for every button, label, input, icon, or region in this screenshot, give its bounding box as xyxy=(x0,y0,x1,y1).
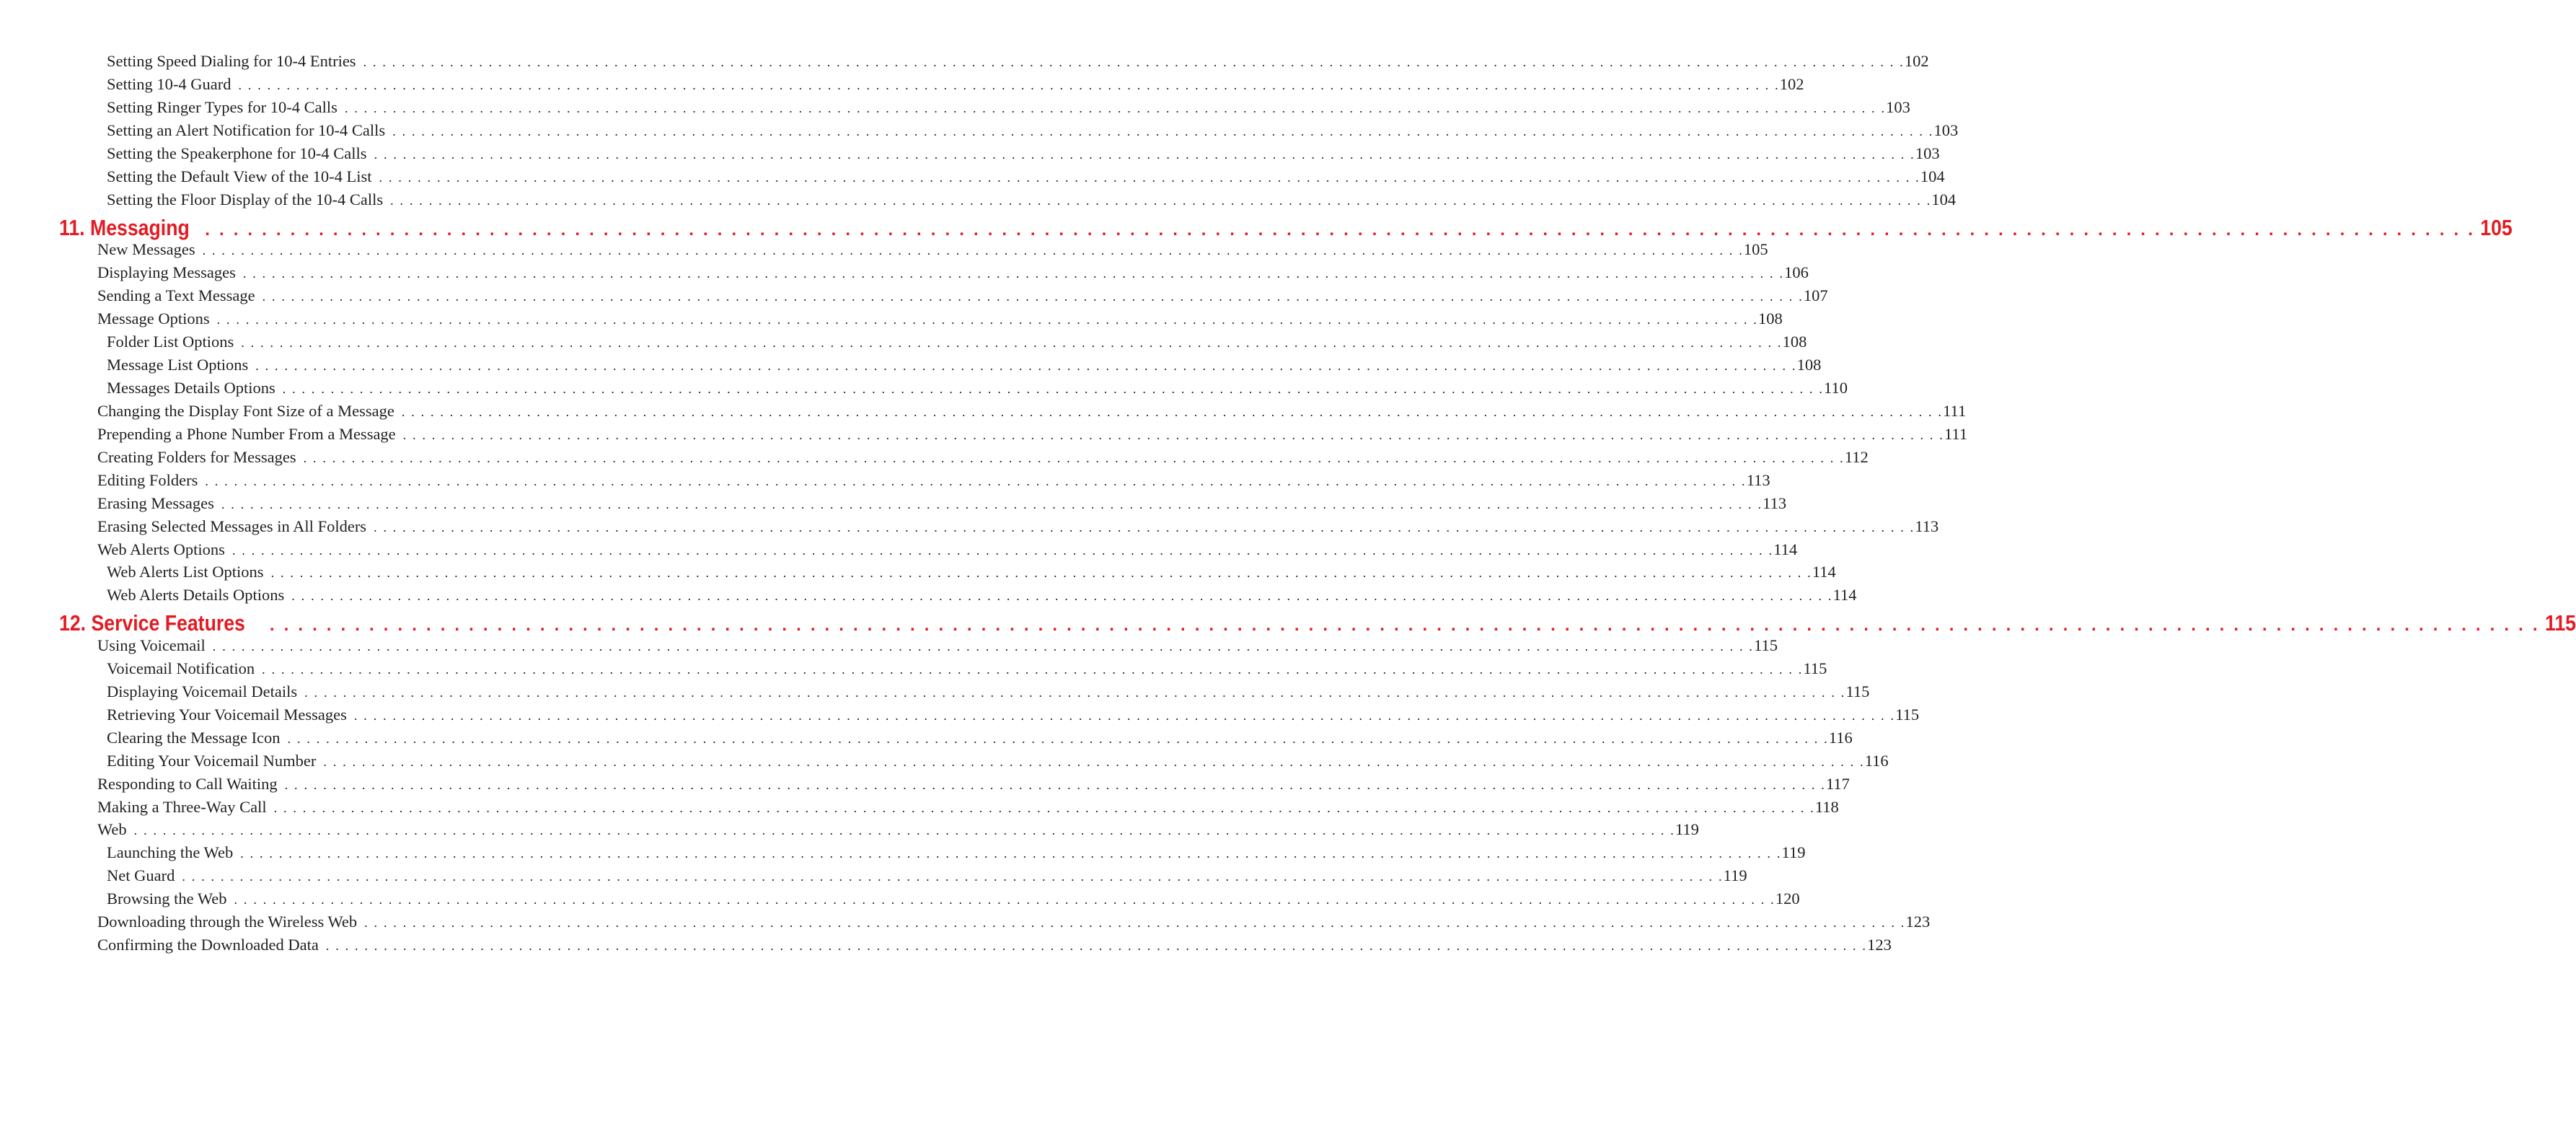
toc-entry[interactable] xyxy=(107,586,1857,605)
toc-entry-page-number: 103 xyxy=(1933,120,1959,139)
toc-entry[interactable] xyxy=(107,167,1945,186)
toc-entry[interactable] xyxy=(97,240,1768,259)
toc-entry-title: Sending a Text Message xyxy=(97,286,255,305)
dot-leader: . . . . . . . . . . . . . . . . . . . . . . . . . . . . . . . . . . . . . . . . . . . . . . . . . . . . . . . . . . . . . . . . . . . . . . . . . . . . . . . . . . . . . . . . . . . . . . . . . . . . . . . . . . . . . . . . . . . . . . . . . . . . . . . . . . . . . . . . . . . . . . . . . . . . . . . . . . . . . . . . xyxy=(182,869,1724,884)
toc-entry-page-number: 123 xyxy=(1905,913,1931,931)
toc-entry-page-number: 120 xyxy=(1775,889,1800,908)
dot-leader: . . . . . . . . . . . . . . . . . . . . . . . . . . . . . . . . . . . . . . . . . . . . . . . . . . . . . . . . . . . . . . . . . . . . . . . . . . . . . . . . . . . . . . . . . . . . . . . . . . . . . . . . . . . . . . . . . . . . . . . . . . . . . . . . . . . . . . . . . . . . . . . . . . . . . . . . . . . . . . . . xyxy=(344,100,1887,115)
toc-entry-page-number: 108 xyxy=(1782,332,1807,351)
toc-entry-page-number: 102 xyxy=(1779,74,1804,93)
toc-entry-page-number: 119 xyxy=(1723,866,1747,885)
dot-leader: . . . . . . . . . . . . . . . . . . . . . . . . . . . . . . . . . . . . . . . . . . . . . . . . . . . . . . . . . . . . . . . . . . . . . . . . . . . . . . . . . . . . . . . . . . . . . . . . . . . . . . . . . . . . . . . . . . . . . . . . . . . . . . . . . . . . . . . . . . . . . . . . . . . . . . . . . . . . . . . . xyxy=(133,823,1675,838)
dot-leader: . . . . . . . . . . . . . . . . . . . . . . . . . . . . . . . . . . . . . . . . . . . . . . . . . . . . . . . . . . . . . . . . . . . . . . . . . . . . . . . . . . . . . . . . . . . . . . . . . . . . . . . . . . . . . . . . . . . . . . . . . . . . . . . . . . . . . . . . . . . . . . . . . . . . . . . . . . . . . . . . xyxy=(284,777,1826,792)
toc-entry-page-number: 103 xyxy=(1886,97,1910,116)
toc-entry[interactable] xyxy=(107,843,1806,862)
dot-leader: . . . . . . . . . . . . . . . . . . . . . . . . . . . . . . . . . . . . . . . . . . . . . . . . . . . . . . . . . . . . . . . . . . . . . . . . . . . . . . . . . . . . . . . . . . . . . . . . . . . . . . . . . . . . . . . . . . . . . . . . . . . . . . . . . . . . . . . . . . . . . . . . . . . . . . . . . . . . . . . . xyxy=(205,219,2476,239)
toc-entry[interactable] xyxy=(97,401,1967,421)
toc-entry[interactable] xyxy=(97,913,1931,931)
dot-leader: . . . . . . . . . . . . . . . . . . . . . . . . . . . . . . . . . . . . . . . . . . . . . . . . . . . . . . . . . . . . . . . . . . . . . . . . . . . . . . . . . . . . . . . . . . . . . . . . . . . . . . . . . . . . . . . . . . . . . . . . . . . . . . . . . . . . . . . . . . . . . . . . . . . . . . . . . . . . . . . . xyxy=(287,731,1829,746)
toc-entry[interactable] xyxy=(107,659,1827,678)
dot-leader: . . . . . . . . . . . . . . . . . . . . . . . . . . . . . . . . . . . . . . . . . . . . . . . . . . . . . . . . . . . . . . . . . . . . . . . . . . . . . . . . . . . . . . . . . . . . . . . . . . . . . . . . . . . . . . . . . . . . . . . . . . . . . . . . . . . . . . . . . . . . . . . . . . . . . . . . . . . . . . . . xyxy=(273,800,1815,815)
toc-entry-page-number: 118 xyxy=(1814,797,1839,816)
toc-entry[interactable] xyxy=(107,751,1889,770)
toc-entry[interactable] xyxy=(97,774,1850,794)
toc-entry-title: Changing the Display Font Size of a Message xyxy=(97,401,394,420)
toc-entry-title: Editing Folders xyxy=(97,470,198,489)
toc-entry-page-number: 115 xyxy=(1895,705,1920,724)
toc-entry-title: Setting the Floor Display of the 10-4 Calls xyxy=(107,190,384,208)
toc-entry-title: Voicemail Notification xyxy=(107,659,255,677)
toc-entry-title: Erasing Selected Messages in All Folders xyxy=(97,517,367,535)
toc-entry-page-number: 104 xyxy=(1931,190,1957,208)
toc-entry-page-number: 119 xyxy=(1675,820,1699,839)
toc-entry-title: Displaying Voicemail Details xyxy=(107,682,298,700)
dot-leader: . . . . . . . . . . . . . . . . . . . . . . . . . . . . . . . . . . . . . . . . . . . . . . . . . . . . . . . . . . . . . . . . . . . . . . . . . . . . . . . . . . . . . . . . . . . . . . . . . . . . . . . . . . . . . . . . . . . . . . . . . . . . . . . . . . . . . . . . . . . . . . . . . . . . . . . . . . . . . . . . xyxy=(205,473,1747,488)
toc-entry[interactable] xyxy=(97,470,1770,490)
toc-entry-title: Web Alerts Options xyxy=(97,540,225,558)
toc-entry[interactable] xyxy=(97,309,1783,328)
toc-entry-page-number: 112 xyxy=(1844,447,1869,466)
toc-entry-page-number: 105 xyxy=(1743,240,1768,259)
dot-leader: . . . . . . . . . . . . . . . . . . . . . . . . . . . . . . . . . . . . . . . . . . . . . . . . . . . . . . . . . . . . . . . . . . . . . . . . . . . . . . . . . . . . . . . . . . . . . . . . . . . . . . . . . . . . . . . . . . . . . . . . . . . . . . . . . . . . . . . . . . . . . . . . . . . . . . . . . . . . . . . . xyxy=(291,589,1833,604)
toc-entry[interactable] xyxy=(97,540,1798,559)
dot-leader: . . . . . . . . . . . . . . . . . . . . . . . . . . . . . . . . . . . . . . . . . . . . . . . . . . . . . . . . . . . . . . . . . . . . . . . . . . . . . . . . . . . . . . . . . . . . . . . . . . . . . . . . . . . . . . . . . . . . . . . . . . . . . . . . . . . . . . . . . . . . . . . . . . . . . . . . . . . . . . . . xyxy=(390,193,1932,208)
toc-entry-page-number: 104 xyxy=(1920,167,1945,185)
toc-entry-page-number: 107 xyxy=(1803,286,1828,305)
toc-entry-title: Messages Details Options xyxy=(107,378,275,397)
toc-entry[interactable] xyxy=(97,493,1787,513)
toc-entry-page-number: 111 xyxy=(1944,424,1968,443)
toc-entry-title: Browsing the Web xyxy=(107,889,227,908)
toc-entry-page-number: 115 xyxy=(1845,682,1870,700)
toc-entry-page-number: 116 xyxy=(1828,728,1853,747)
dot-leader: . . . . . . . . . . . . . . . . . . . . . . . . . . . . . . . . . . . . . . . . . . . . . . . . . . . . . . . . . . . . . . . . . . . . . . . . . . . . . . . . . . . . . . . . . . . . . . . . . . . . . . . . . . . . . . . . . . . . . . . . . . . . . . . . . . . . . . . . . . . . . . . . . . . . . . . . . . . . . . . . xyxy=(364,915,1906,931)
toc-entry-page-number: 113 xyxy=(1915,517,1939,535)
toc-entry-title: Message List Options xyxy=(107,355,249,374)
dot-leader: . . . . . . . . . . . . . . . . . . . . . . . . . . . . . . . . . . . . . . . . . . . . . . . . . . . . . . . . . . . . . . . . . . . . . . . . . . . . . . . . . . . . . . . . . . . . . . . . . . . . . . . . . . . . . . . . . . . . . . . . . . . . . . . . . . . . . . . . . . . . . . . . . . . . . . . . . . . . . . . . xyxy=(303,450,1845,465)
dot-leader: . . . . . . . . . . . . . . . . . . . . . . . . . . . . . . . . . . . . . . . . . . . . . . . . . . . . . . . . . . . . . . . . . . . . . . . . . . . . . . . . . . . . . . . . . . . . . . . . . . . . . . . . . . . . . . . . . . . . . . . . . . . . . . . . . . . . . . . . . . . . . . . . . . . . . . . . . . . . . . . . xyxy=(231,542,1774,558)
chapter-heading-title: 11. Messaging xyxy=(59,214,190,240)
toc-entry-page-number: 103 xyxy=(1915,144,1940,162)
toc-entry[interactable] xyxy=(97,517,1939,536)
dot-leader: . . . . . . . . . . . . . . . . . . . . . . . . . . . . . . . . . . . . . . . . . . . . . . . . . . . . . . . . . . . . . . . . . . . . . . . . . . . . . . . . . . . . . . . . . . . . . . . . . . . . . . . . . . . . . . . . . . . . . . . . . . . . . . . . . . . . . . . . . . . . . . . . . . . . . . . . . . . . . . . . xyxy=(269,615,2540,636)
toc-entry[interactable] xyxy=(107,355,1822,374)
toc-entry-title: Displaying Messages xyxy=(97,263,236,282)
dot-leader: . . . . . . . . . . . . . . . . . . . . . . . . . . . . . . . . . . . . . . . . . . . . . . . . . . . . . . . . . . . . . . . . . . . . . . . . . . . . . . . . . . . . . . . . . . . . . . . . . . . . . . . . . . . . . . . . . . . . . . . . . . . . . . . . . . . . . . . . . . . . . . . . . . . . . . . . . . . . . . . . xyxy=(262,289,1804,304)
toc-entry-title: Erasing Messages xyxy=(97,493,214,512)
dot-leader: . . . . . . . . . . . . . . . . . . . . . . . . . . . . . . . . . . . . . . . . . . . . . . . . . . . . . . . . . . . . . . . . . . . . . . . . . . . . . . . . . . . . . . . . . . . . . . . . . . . . . . . . . . . . . . . . . . . . . . . . . . . . . . . . . . . . . . . . . . . . . . . . . . . . . . . . . . . . . . . . xyxy=(379,170,1920,185)
toc-entry-page-number: 113 xyxy=(1746,470,1770,489)
dot-leader: . . . . . . . . . . . . . . . . . . . . . . . . . . . . . . . . . . . . . . . . . . . . . . . . . . . . . . . . . . . . . . . . . . . . . . . . . . . . . . . . . . . . . . . . . . . . . . . . . . . . . . . . . . . . . . . . . . . . . . . . . . . . . . . . . . . . . . . . . . . . . . . . . . . . . . . . . . . . . . . . xyxy=(270,566,1812,581)
toc-entry-title: Editing Your Voicemail Number xyxy=(107,751,317,770)
dot-leader: . . . . . . . . . . . . . . . . . . . . . . . . . . . . . . . . . . . . . . . . . . . . . . . . . . . . . . . . . . . . . . . . . . . . . . . . . . . . . . . . . . . . . . . . . . . . . . . . . . . . . . . . . . . . . . . . . . . . . . . . . . . . . . . . . . . . . . . . . . . . . . . . . . . . . . . . . . . . . . . . xyxy=(212,638,1755,654)
dot-leader: . . . . . . . . . . . . . . . . . . . . . . . . . . . . . . . . . . . . . . . . . . . . . . . . . . . . . . . . . . . . . . . . . . . . . . . . . . . . . . . . . . . . . . . . . . . . . . . . . . . . . . . . . . . . . . . . . . . . . . . . . . . . . . . . . . . . . . . . . . . . . . . . . . . . . . . . . . . . . . . . xyxy=(401,404,1944,419)
toc-entry-title: Making a Three-Way Call xyxy=(97,797,267,816)
toc-entry-page-number: 110 xyxy=(1824,378,1848,397)
toc-entry-title: Setting Speed Dialing for 10-4 Entries xyxy=(107,52,356,70)
toc-entry-page-number: 114 xyxy=(1773,540,1798,558)
toc-entry-page-number: 102 xyxy=(1904,52,1929,70)
toc-entry-page-number: 108 xyxy=(1796,355,1822,374)
dot-leader: . . . . . . . . . . . . . . . . . . . . . . . . . . . . . . . . . . . . . . . . . . . . . . . . . . . . . . . . . . . . . . . . . . . . . . . . . . . . . . . . . . . . . . . . . . . . . . . . . . . . . . . . . . . . . . . . . . . . . . . . . . . . . . . . . . . . . . . . . . . . . . . . . . . . . . . . . . . . . . . . xyxy=(402,427,1944,442)
toc-entry-title: Web Alerts Details Options xyxy=(107,586,285,605)
toc-entry[interactable] xyxy=(97,447,1869,467)
toc-entry[interactable] xyxy=(107,563,1836,581)
chapter-heading-page-number: 115 xyxy=(2544,610,2576,636)
toc-entry[interactable] xyxy=(107,190,1957,209)
toc-entry[interactable] xyxy=(107,52,1929,71)
dot-leader: . . . . . . . . . . . . . . . . . . . . . . . . . . . . . . . . . . . . . . . . . . . . . . . . . . . . . . . . . . . . . . . . . . . . . . . . . . . . . . . . . . . . . . . . . . . . . . . . . . . . . . . . . . . . . . . . . . . . . . . . . . . . . . . . . . . . . . . . . . . . . . . . . . . . . . . . . . . . . . . . xyxy=(255,358,1797,373)
dot-leader: . . . . . . . . . . . . . . . . . . . . . . . . . . . . . . . . . . . . . . . . . . . . . . . . . . . . . . . . . . . . . . . . . . . . . . . . . . . . . . . . . . . . . . . . . . . . . . . . . . . . . . . . . . . . . . . . . . . . . . . . . . . . . . . . . . . . . . . . . . . . . . . . . . . . . . . . . . . . . . . . xyxy=(304,685,1846,700)
toc-entry-title: New Messages xyxy=(97,240,195,259)
toc-entry[interactable] xyxy=(107,866,1747,885)
chapter-heading[interactable] xyxy=(59,214,2513,241)
dot-leader: . . . . . . . . . . . . . . . . . . . . . . . . . . . . . . . . . . . . . . . . . . . . . . . . . . . . . . . . . . . . . . . . . . . . . . . . . . . . . . . . . . . . . . . . . . . . . . . . . . . . . . . . . . . . . . . . . . . . . . . . . . . . . . . . . . . . . . . . . . . . . . . . . . . . . . . . . . . . . . . . xyxy=(202,243,1744,258)
dot-leader: . . . . . . . . . . . . . . . . . . . . . . . . . . . . . . . . . . . . . . . . . . . . . . . . . . . . . . . . . . . . . . . . . . . . . . . . . . . . . . . . . . . . . . . . . . . . . . . . . . . . . . . . . . . . . . . . . . . . . . . . . . . . . . . . . . . . . . . . . . . . . . . . . . . . . . . . . . . . . . . . xyxy=(325,939,1868,954)
toc-entry-title: Confirming the Downloaded Data xyxy=(97,936,319,954)
dot-leader: . . . . . . . . . . . . . . . . . . . . . . . . . . . . . . . . . . . . . . . . . . . . . . . . . . . . . . . . . . . . . . . . . . . . . . . . . . . . . . . . . . . . . . . . . . . . . . . . . . . . . . . . . . . . . . . . . . . . . . . . . . . . . . . . . . . . . . . . . . . . . . . . . . . . . . . . . . . . . . . . xyxy=(353,708,1896,723)
chapter-heading[interactable] xyxy=(59,610,2576,636)
dot-leader: . . . . . . . . . . . . . . . . . . . . . . . . . . . . . . . . . . . . . . . . . . . . . . . . . . . . . . . . . . . . . . . . . . . . . . . . . . . . . . . . . . . . . . . . . . . . . . . . . . . . . . . . . . . . . . . . . . . . . . . . . . . . . . . . . . . . . . . . . . . . . . . . . . . . . . . . . . . . . . . . xyxy=(262,662,1804,677)
dot-leader: . . . . . . . . . . . . . . . . . . . . . . . . . . . . . . . . . . . . . . . . . . . . . . . . . . . . . . . . . . . . . . . . . . . . . . . . . . . . . . . . . . . . . . . . . . . . . . . . . . . . . . . . . . . . . . . . . . . . . . . . . . . . . . . . . . . . . . . . . . . . . . . . . . . . . . . . . . . . . . . . xyxy=(238,77,1780,92)
toc-entry-page-number: 111 xyxy=(1943,401,1967,420)
chapter-heading-page-number: 105 xyxy=(2480,214,2513,240)
toc-entry[interactable] xyxy=(107,74,1804,94)
toc-entry[interactable] xyxy=(107,889,1800,908)
toc-entry[interactable] xyxy=(107,728,1853,747)
toc-entry[interactable] xyxy=(107,332,1807,351)
toc-entry-title: Clearing the Message Icon xyxy=(107,728,281,747)
chapter-heading-title: 12. Service Features xyxy=(59,610,245,636)
dot-leader: . . . . . . . . . . . . . . . . . . . . . . . . . . . . . . . . . . . . . . . . . . . . . . . . . . . . . . . . . . . . . . . . . . . . . . . . . . . . . . . . . . . . . . . . . . . . . . . . . . . . . . . . . . . . . . . . . . . . . . . . . . . . . . . . . . . . . . . . . . . . . . . . . . . . . . . . . . . . . . . . xyxy=(234,892,1776,908)
toc-entry-title: Prepending a Phone Number From a Message xyxy=(97,424,396,443)
dot-leader: . . . . . . . . . . . . . . . . . . . . . . . . . . . . . . . . . . . . . . . . . . . . . . . . . . . . . . . . . . . . . . . . . . . . . . . . . . . . . . . . . . . . . . . . . . . . . . . . . . . . . . . . . . . . . . . . . . . . . . . . . . . . . . . . . . . . . . . . . . . . . . . . . . . . . . . . . . . . . . . . xyxy=(323,754,1865,769)
dot-leader: . . . . . . . . . . . . . . . . . . . . . . . . . . . . . . . . . . . . . . . . . . . . . . . . . . . . . . . . . . . . . . . . . . . . . . . . . . . . . . . . . . . . . . . . . . . . . . . . . . . . . . . . . . . . . . . . . . . . . . . . . . . . . . . . . . . . . . . . . . . . . . . . . . . . . . . . . . . . . . . . xyxy=(374,519,1915,535)
toc-entry-page-number: 114 xyxy=(1832,586,1857,605)
toc-entry[interactable] xyxy=(107,97,1910,117)
toc-entry-title: Net Guard xyxy=(107,866,175,885)
toc-entry[interactable] xyxy=(97,636,1778,655)
toc-entry-title: Downloading through the Wireless Web xyxy=(97,913,358,931)
toc-entry-title: Responding to Call Waiting xyxy=(97,774,278,793)
toc-entry-title: Launching the Web xyxy=(107,843,234,862)
dot-leader: . . . . . . . . . . . . . . . . . . . . . . . . . . . . . . . . . . . . . . . . . . . . . . . . . . . . . . . . . . . . . . . . . . . . . . . . . . . . . . . . . . . . . . . . . . . . . . . . . . . . . . . . . . . . . . . . . . . . . . . . . . . . . . . . . . . . . . . . . . . . . . . . . . . . . . . . . . . . . . . . xyxy=(392,123,1934,139)
toc-entry-title: Folder List Options xyxy=(107,332,234,351)
toc-entry[interactable] xyxy=(97,424,1968,444)
dot-leader: . . . . . . . . . . . . . . . . . . . . . . . . . . . . . . . . . . . . . . . . . . . . . . . . . . . . . . . . . . . . . . . . . . . . . . . . . . . . . . . . . . . . . . . . . . . . . . . . . . . . . . . . . . . . . . . . . . . . . . . . . . . . . . . . . . . . . . . . . . . . . . . . . . . . . . . . . . . . . . . . xyxy=(241,335,1783,350)
toc-entry-title: Setting the Speakerphone for 10-4 Calls xyxy=(107,144,367,162)
toc-entry-title: Setting an Alert Notification for 10-4 Calls xyxy=(107,120,386,139)
toc-entry[interactable] xyxy=(107,120,1959,140)
toc-entry-title: Web xyxy=(97,820,127,839)
toc-entry-title: Creating Folders for Messages xyxy=(97,447,296,466)
toc-entry-title: Using Voicemail xyxy=(97,636,206,654)
toc-entry[interactable] xyxy=(97,263,1809,282)
toc-entry-page-number: 108 xyxy=(1757,309,1783,328)
toc-entry-page-number: 106 xyxy=(1784,263,1809,282)
toc-entry[interactable] xyxy=(97,797,1839,817)
dot-leader: . . . . . . . . . . . . . . . . . . . . . . . . . . . . . . . . . . . . . . . . . . . . . . . . . . . . . . . . . . . . . . . . . . . . . . . . . . . . . . . . . . . . . . . . . . . . . . . . . . . . . . . . . . . . . . . . . . . . . . . . . . . . . . . . . . . . . . . . . . . . . . . . . . . . . . . . . . . . . . . . xyxy=(374,146,1915,162)
toc-entry-title: Web Alerts List Options xyxy=(107,563,264,581)
toc-entry-page-number: 115 xyxy=(1803,659,1827,677)
toc-entry-page-number: 115 xyxy=(1754,636,1778,654)
dot-leader: . . . . . . . . . . . . . . . . . . . . . . . . . . . . . . . . . . . . . . . . . . . . . . . . . . . . . . . . . . . . . . . . . . . . . . . . . . . . . . . . . . . . . . . . . . . . . . . . . . . . . . . . . . . . . . . . . . . . . . . . . . . . . . . . . . . . . . . . . . . . . . . . . . . . . . . . . . . . . . . . xyxy=(240,846,1782,861)
toc-entry-title: Setting 10-4 Guard xyxy=(107,74,231,93)
dot-leader: . . . . . . . . . . . . . . . . . . . . . . . . . . . . . . . . . . . . . . . . . . . . . . . . . . . . . . . . . . . . . . . . . . . . . . . . . . . . . . . . . . . . . . . . . . . . . . . . . . . . . . . . . . . . . . . . . . . . . . . . . . . . . . . . . . . . . . . . . . . . . . . . . . . . . . . . . . . . . . . . xyxy=(242,266,1785,281)
dot-leader: . . . . . . . . . . . . . . . . . . . . . . . . . . . . . . . . . . . . . . . . . . . . . . . . . . . . . . . . . . . . . . . . . . . . . . . . . . . . . . . . . . . . . . . . . . . . . . . . . . . . . . . . . . . . . . . . . . . . . . . . . . . . . . . . . . . . . . . . . . . . . . . . . . . . . . . . . . . . . . . . xyxy=(282,381,1825,396)
toc-entry[interactable] xyxy=(97,286,1828,305)
toc-entry[interactable] xyxy=(107,682,1870,701)
toc-entry-title: Setting Ringer Types for 10-4 Calls xyxy=(107,97,338,116)
toc-entry-title: Setting the Default View of the 10-4 List xyxy=(107,167,372,185)
toc-entry[interactable] xyxy=(97,820,1699,839)
dot-leader: . . . . . . . . . . . . . . . . . . . . . . . . . . . . . . . . . . . . . . . . . . . . . . . . . . . . . . . . . . . . . . . . . . . . . . . . . . . . . . . . . . . . . . . . . . . . . . . . . . . . . . . . . . . . . . . . . . . . . . . . . . . . . . . . . . . . . . . . . . . . . . . . . . . . . . . . . . . . . . . . xyxy=(221,496,1763,511)
toc-entry-title: Retrieving Your Voicemail Messages xyxy=(107,705,347,724)
toc-entry-page-number: 117 xyxy=(1825,774,1850,793)
toc-entry[interactable] xyxy=(97,936,1892,954)
toc-entry[interactable] xyxy=(107,144,1940,163)
dot-leader: . . . . . . . . . . . . . . . . . . . . . . . . . . . . . . . . . . . . . . . . . . . . . . . . . . . . . . . . . . . . . . . . . . . . . . . . . . . . . . . . . . . . . . . . . . . . . . . . . . . . . . . . . . . . . . . . . . . . . . . . . . . . . . . . . . . . . . . . . . . . . . . . . . . . . . . . . . . . . . . . xyxy=(363,55,1905,69)
toc-entry-page-number: 123 xyxy=(1867,936,1892,954)
toc-entry-page-number: 116 xyxy=(1864,751,1889,770)
toc-entry[interactable] xyxy=(107,705,1920,724)
toc-entry-title: Message Options xyxy=(97,309,210,328)
dot-leader: . . . . . . . . . . . . . . . . . . . . . . . . . . . . . . . . . . . . . . . . . . . . . . . . . . . . . . . . . . . . . . . . . . . . . . . . . . . . . . . . . . . . . . . . . . . . . . . . . . . . . . . . . . . . . . . . . . . . . . . . . . . . . . . . . . . . . . . . . . . . . . . . . . . . . . . . . . . . . . . . xyxy=(216,312,1758,327)
toc-entry-page-number: 113 xyxy=(1763,493,1787,512)
toc-entry-page-number: 114 xyxy=(1812,563,1836,581)
toc-entry[interactable] xyxy=(107,378,1848,397)
toc-entry-page-number: 119 xyxy=(1781,843,1806,862)
